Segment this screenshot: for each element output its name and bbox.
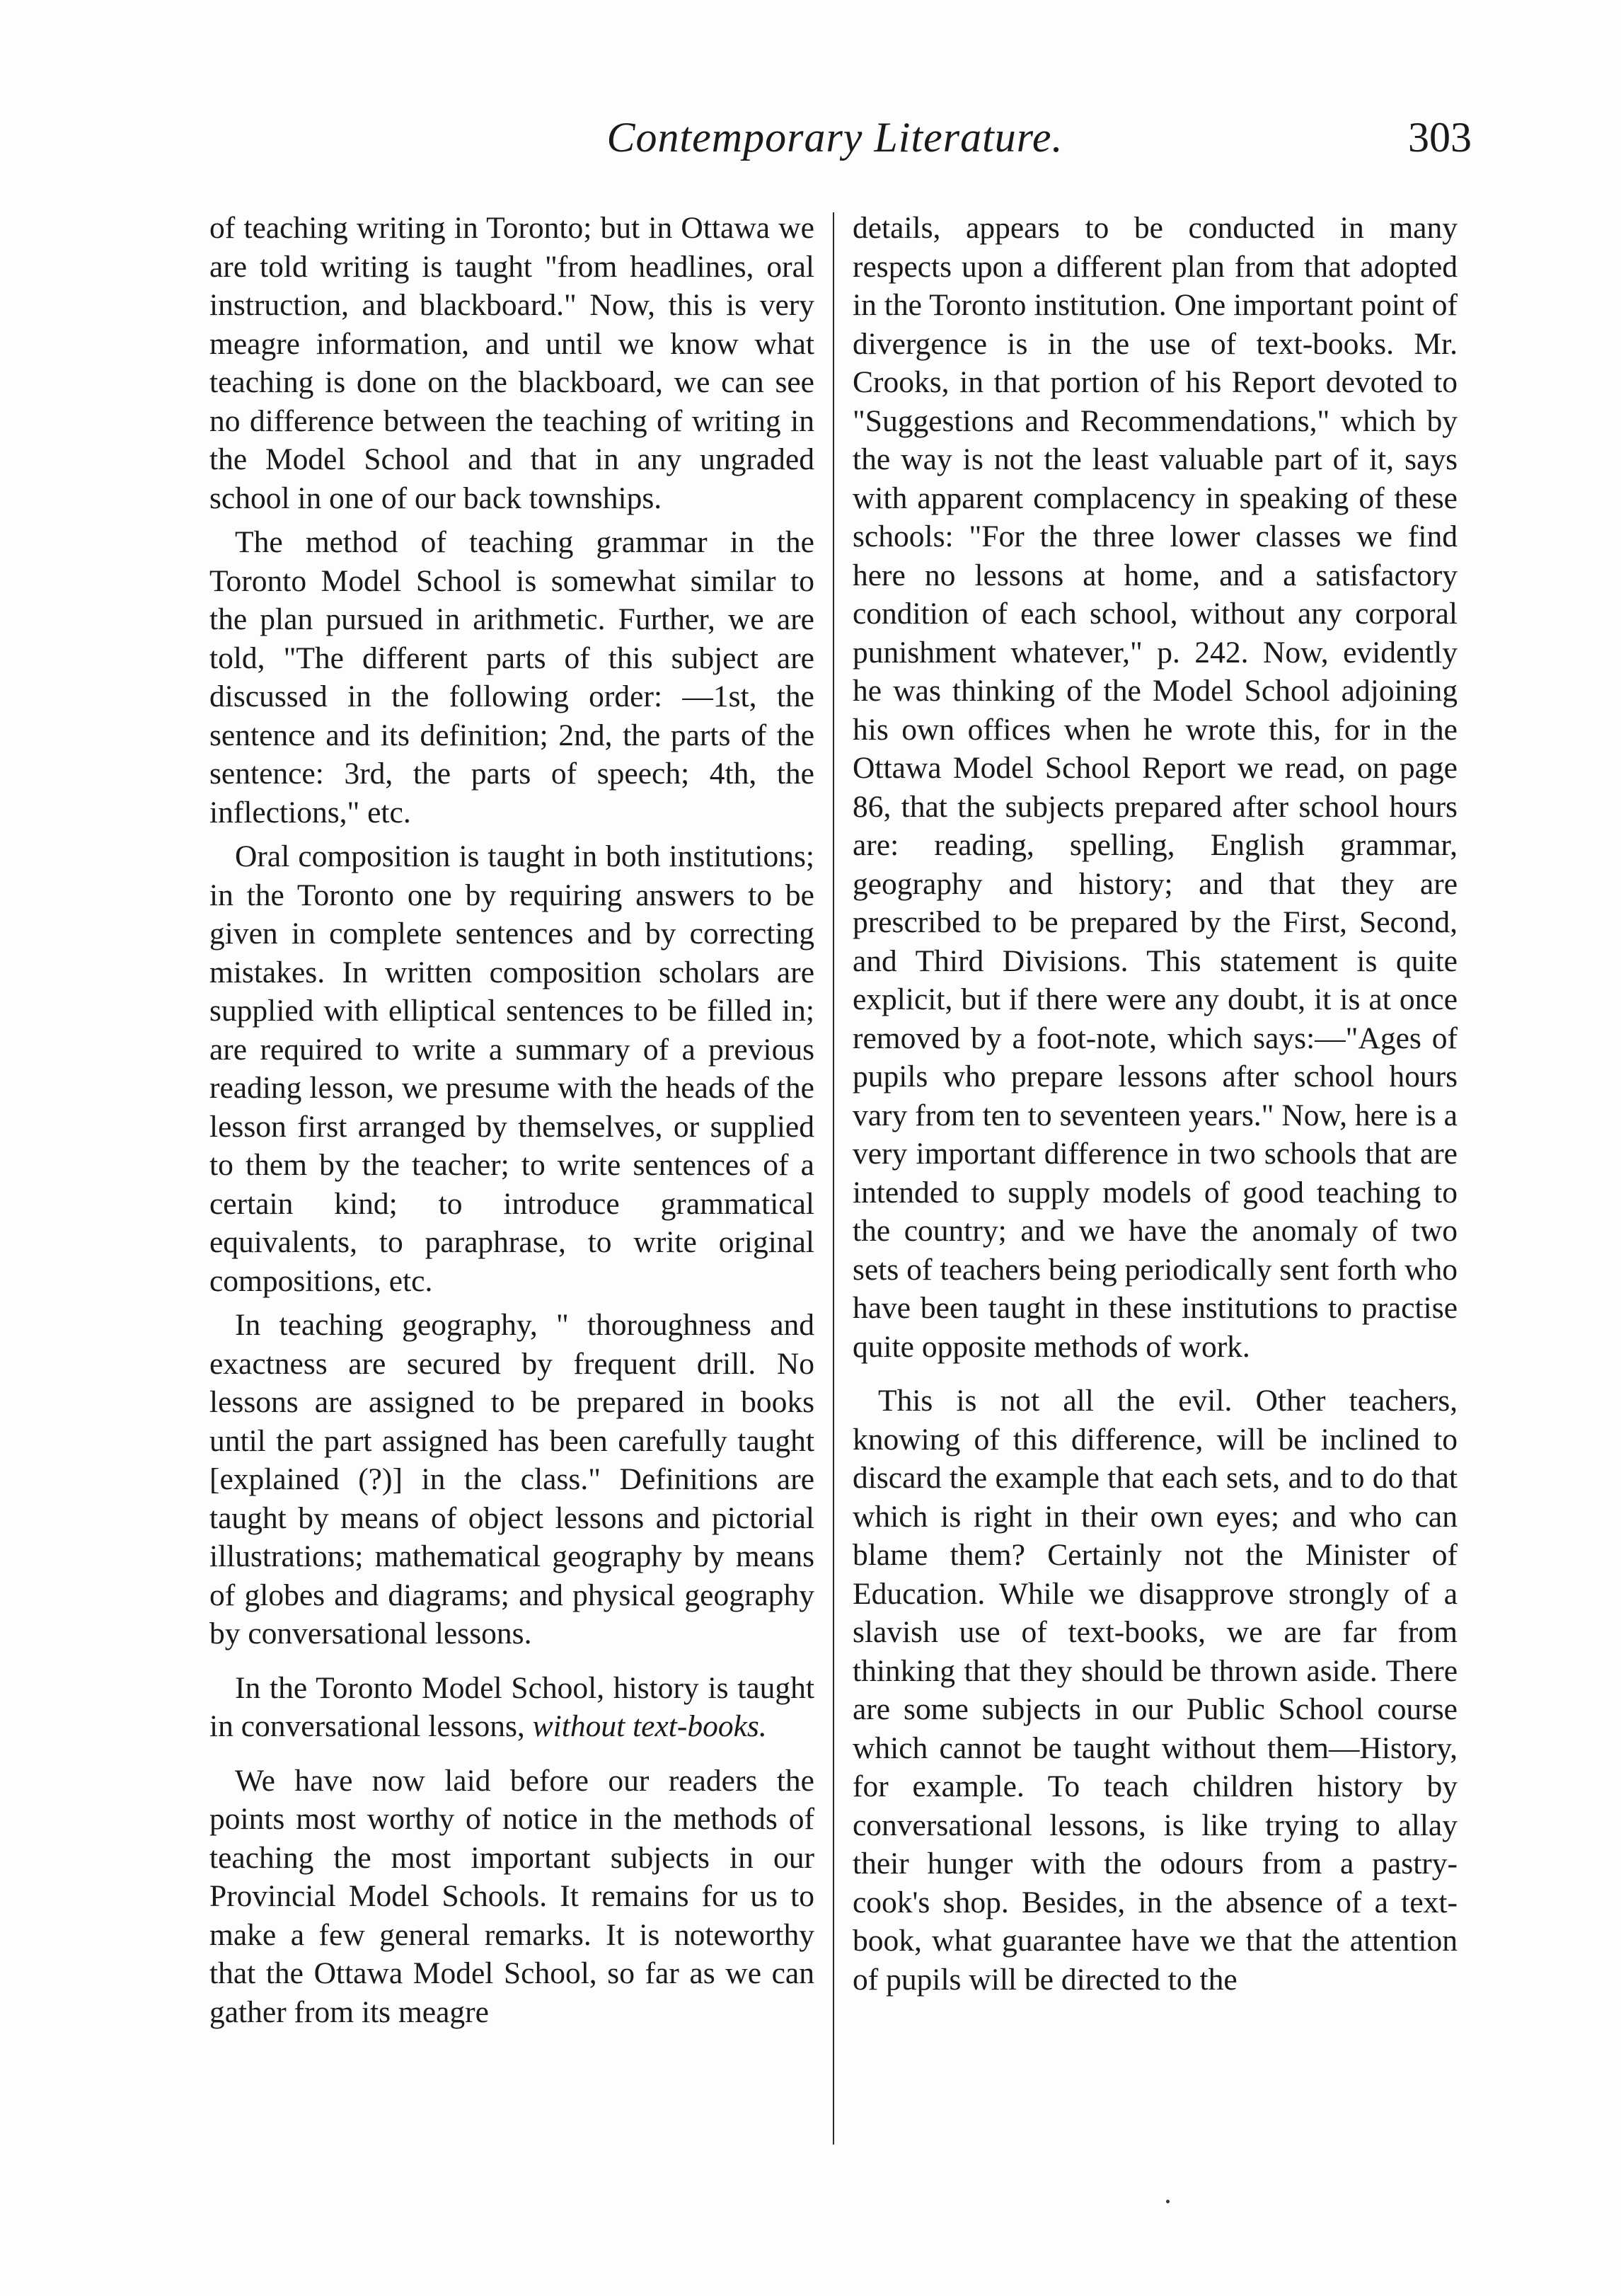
left-paragraph-2: The method of teaching grammar in the Toronto Model School is somewhat similar to the plan pursued in arithmetic. Further, we are told, "The different parts of this subject are discussed in the following order: —1st, the sentence and its definition; 2nd, the parts of the sentence: 3rd, the parts of speech; 4th, the inflections," etc. xyxy=(209,525,814,830)
right-paragraph-1: details, appears to be conducted in many respects upon a different plan from that adopted in the Toronto institution. One important point of divergence is in the use of text-books. Mr. Crooks, in that portion of his Report devoted to "Suggestions and Recommendations," which by the way is not the least valuable part of it, says with apparent complacency in speaking of these schools: "For the three lower classes we find here no lessons at home, and a satisfactory condition of each school, without any corporal punishment whatever," p. 242. Now, evidently he was thinking of the Model School adjoining his own offices when he wrote this, for in the Ottawa Model School Report we read, on page 86, that the subjects prepared after school hours are: reading, spelling, English grammar, geography and history; and that they are prescribed to be prepared by the First, Second, and Third Divisions. This statement is quite explicit, but if there were any doubt, it is at once removed by a foot-note, which says:—"Ages of pupils who prepare lessons after school hours vary from ten to seventeen years." Now, here is a very important difference in two schools that are intended to supply models of good teaching to the country; and we have the anomaly of two sets of teachers being periodically sent forth who have been taught in these institutions to practise quite opposite methods of work. xyxy=(853,211,1458,1364)
running-head xyxy=(198,106,1472,170)
left-paragraph-5-text: In the Toronto Model School, history is taught in conversational lessons, xyxy=(209,1670,814,1743)
left-column xyxy=(209,209,814,2031)
right-column xyxy=(853,209,1458,1999)
right-paragraph-2: This is not all the evil. Other teachers, knowing of this difference, will be inclined to discard the example that each sets, and to do that which is right in their own eyes; and who can blame them? Certainly not the Minister of Education. While we disapprove strongly of a slavish use of text-books, we are far from thinking that they should be thrown aside. There are some subjects in our Public School course which cannot be taught without them—History, for example. To teach children history by conversational lessons, is like trying to allay their hunger with the odours from a pastry-cook's shop. Besides, in the absence of a text-book, what guarantee have we that the attention of pupils will be directed to the xyxy=(853,1384,1458,1997)
page-number: 303 xyxy=(1408,114,1472,161)
left-paragraph-6: We have now laid before our readers the points most worthy of notice in the methods of teaching the most important subjects in our Provincial Model Schools. It remains for us to make a few general remarks. It is noteworthy that the Ottawa Model School, so far as we can gather from its meagre xyxy=(209,1763,814,2029)
running-title: Contemporary Literature. xyxy=(606,114,1063,161)
left-paragraph-3: Oral composition is taught in both institutions; in the Toronto one by requiring answers to be given in complete sentences and by correcting mistakes. In written composition scholars are supplied with elliptical sentences to be filled in; are required to write a summary of a previous reading lesson, we presume with the heads of the lesson first arranged by themselves, or supplied to them by the teacher; to write sentences of a certain kind; to introduce grammatical equivalents, to paraphrase, to write original compositions, etc. xyxy=(209,839,814,1298)
column-divider xyxy=(833,212,834,2145)
left-paragraph-1: of teaching writing in Toronto; but in Ottawa we are told writing is taught "from headlines, oral instruction, and blackboard." Now, this is very meagre information, and until we know what teaching is done on the blackboard, we can see no difference between the teaching of writing in the Model School and that in any ungraded school in one of our back townships. xyxy=(209,211,814,515)
left-paragraph-5-emphasis: without text-books. xyxy=(532,1709,767,1743)
ink-speck xyxy=(1166,2200,1170,2203)
left-paragraph-5 xyxy=(209,1669,814,1746)
left-paragraph-4: In teaching geography, " thoroughness and exactness are secured by frequent drill. No lessons are assigned to be prepared in books until the part assigned has been carefully taught [explained (?)] in the class." Definitions are taught by means of object lessons and pictorial illustrations; mathematical geography by means of globes and diagrams; and physical geography by conversational lessons. xyxy=(209,1308,814,1651)
